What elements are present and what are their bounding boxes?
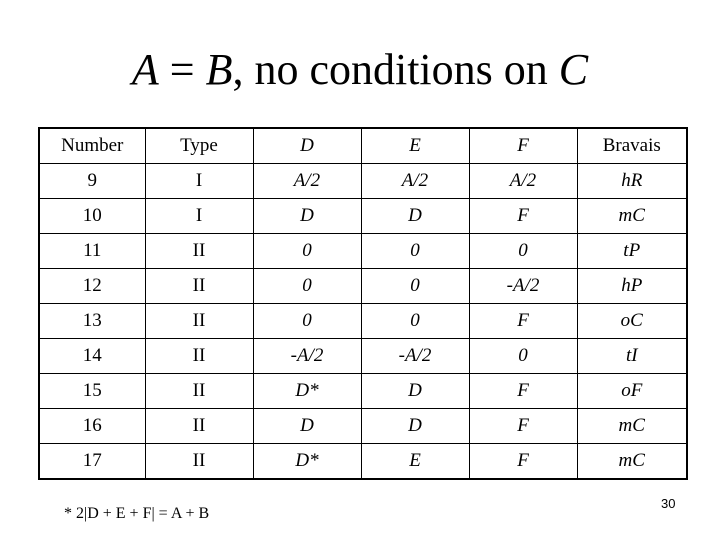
cell-e: 0 bbox=[361, 304, 469, 339]
cell-f: F bbox=[469, 304, 577, 339]
cell-e: A/2 bbox=[361, 164, 469, 199]
cell-bravais: tI bbox=[577, 339, 687, 374]
table-row bbox=[39, 304, 687, 339]
cell-number: 14 bbox=[39, 339, 145, 374]
cell-type: II bbox=[145, 234, 253, 269]
cell-bravais: tP bbox=[577, 234, 687, 269]
title-rest: , no conditions on bbox=[232, 45, 559, 94]
footnote: * 2|D + E + F| = A + B bbox=[64, 505, 210, 522]
cell-type: II bbox=[145, 444, 253, 480]
cell-f: 0 bbox=[469, 234, 577, 269]
cell-number: 9 bbox=[39, 164, 145, 199]
table-row bbox=[39, 339, 687, 374]
cell-type: II bbox=[145, 409, 253, 444]
cell-number: 16 bbox=[39, 409, 145, 444]
cell-bravais: mC bbox=[577, 444, 687, 480]
cell-bravais: hP bbox=[577, 269, 687, 304]
cell-e: -A/2 bbox=[361, 339, 469, 374]
cell-type: I bbox=[145, 164, 253, 199]
cell-d: -A/2 bbox=[253, 339, 361, 374]
cell-e: D bbox=[361, 374, 469, 409]
cell-type: I bbox=[145, 199, 253, 234]
table-row bbox=[39, 199, 687, 234]
cell-e: 0 bbox=[361, 269, 469, 304]
table-row bbox=[39, 164, 687, 199]
cell-e: D bbox=[361, 409, 469, 444]
cell-f: 0 bbox=[469, 339, 577, 374]
header-d: D bbox=[253, 128, 361, 164]
header-bravais: Bravais bbox=[577, 128, 687, 164]
cell-number: 11 bbox=[39, 234, 145, 269]
slide-title bbox=[0, 42, 720, 98]
cell-d: A/2 bbox=[253, 164, 361, 199]
cell-d: D* bbox=[253, 444, 361, 480]
cell-bravais: mC bbox=[577, 409, 687, 444]
cell-e: D bbox=[361, 199, 469, 234]
header-number: Number bbox=[39, 128, 145, 164]
header-type: Type bbox=[145, 128, 253, 164]
table-header-row bbox=[39, 128, 687, 164]
page-number: 30 bbox=[661, 496, 676, 511]
cell-f: F bbox=[469, 409, 577, 444]
cell-bravais: mC bbox=[577, 199, 687, 234]
cell-d: D bbox=[253, 199, 361, 234]
cell-d: D bbox=[253, 409, 361, 444]
bravais-table bbox=[38, 127, 688, 480]
cell-bravais: hR bbox=[577, 164, 687, 199]
table-row bbox=[39, 444, 687, 480]
cell-f: -A/2 bbox=[469, 269, 577, 304]
cell-d: 0 bbox=[253, 234, 361, 269]
cell-number: 13 bbox=[39, 304, 145, 339]
table-row bbox=[39, 234, 687, 269]
header-f: F bbox=[469, 128, 577, 164]
cell-number: 10 bbox=[39, 199, 145, 234]
cell-f: F bbox=[469, 374, 577, 409]
table-row bbox=[39, 374, 687, 409]
cell-bravais: oF bbox=[577, 374, 687, 409]
cell-e: E bbox=[361, 444, 469, 480]
header-e: E bbox=[361, 128, 469, 164]
title-var-a: A bbox=[131, 45, 159, 94]
cell-d: 0 bbox=[253, 304, 361, 339]
cell-number: 17 bbox=[39, 444, 145, 480]
table-row bbox=[39, 409, 687, 444]
cell-f: F bbox=[469, 444, 577, 480]
cell-f: A/2 bbox=[469, 164, 577, 199]
cell-d: 0 bbox=[253, 269, 361, 304]
cell-type: II bbox=[145, 374, 253, 409]
cell-e: 0 bbox=[361, 234, 469, 269]
cell-type: II bbox=[145, 339, 253, 374]
cell-d: D* bbox=[253, 374, 361, 409]
title-var-c: C bbox=[558, 45, 589, 94]
cell-bravais: oC bbox=[577, 304, 687, 339]
cell-type: II bbox=[145, 269, 253, 304]
cell-f: F bbox=[469, 199, 577, 234]
table-row bbox=[39, 269, 687, 304]
cell-number: 12 bbox=[39, 269, 145, 304]
cell-number: 15 bbox=[39, 374, 145, 409]
cell-type: II bbox=[145, 304, 253, 339]
title-equals: = bbox=[158, 45, 206, 94]
title-var-b: B bbox=[205, 45, 233, 94]
